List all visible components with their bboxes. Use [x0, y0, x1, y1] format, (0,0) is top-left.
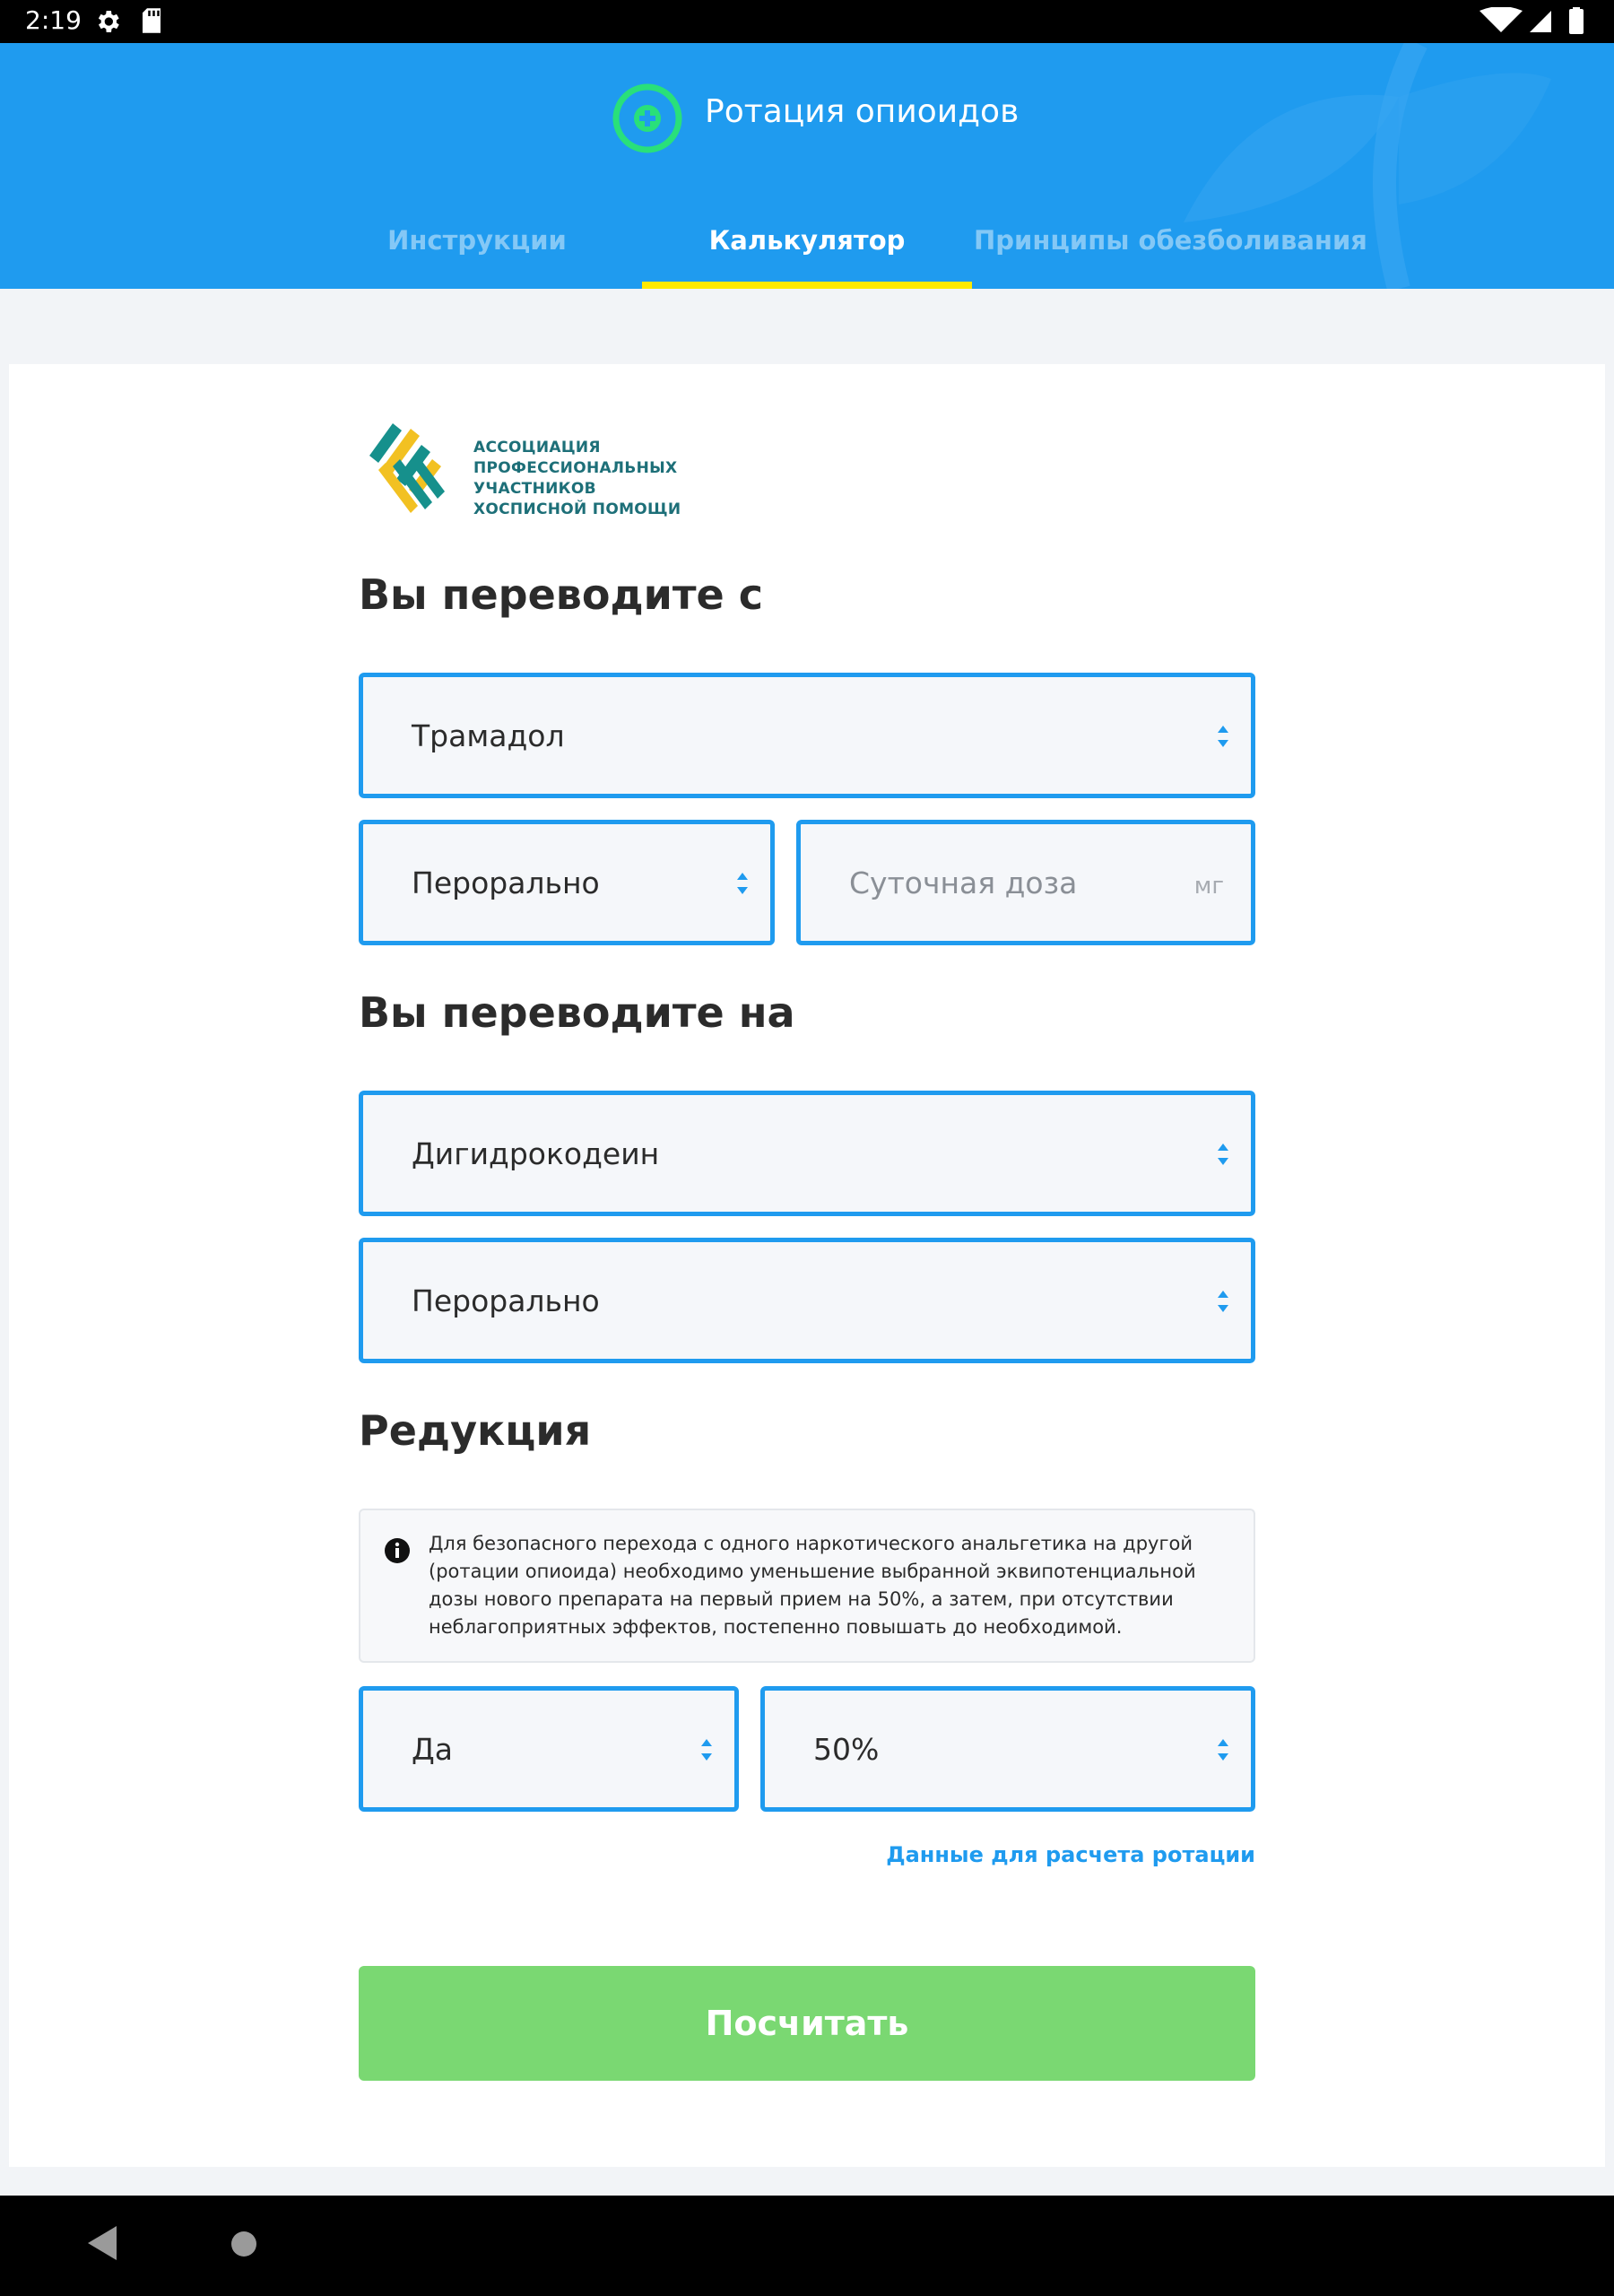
- reduction-section-title: Редукция: [359, 1406, 592, 1455]
- association-name: АССОЦИАЦИЯ ПРОФЕССИОНАЛЬНЫХ УЧАСТНИКОВ ХОСПИСНОЙ ПОМОЩИ: [473, 439, 681, 518]
- tab-principles[interactable]: Принципы обезболивания: [974, 225, 1367, 256]
- gear-icon: [93, 7, 122, 36]
- reduction-percent-value: 50%: [813, 1732, 880, 1767]
- app-title: Ротация опиоидов: [705, 93, 1020, 130]
- status-bar: [0, 0, 1614, 43]
- reduction-enabled-value: Да: [412, 1732, 454, 1767]
- tab-calculator[interactable]: Калькулятор: [708, 225, 906, 256]
- to-drug-select[interactable]: [359, 1091, 1255, 1216]
- status-indicators: [1467, 7, 1592, 36]
- reduction-percent-select[interactable]: [760, 1686, 1255, 1812]
- select-arrows-icon: [699, 1734, 715, 1766]
- to-route-value: Перорально: [412, 1283, 600, 1318]
- calculate-button[interactable]: Посчитать: [359, 1966, 1255, 2081]
- dose-unit: мг: [1193, 873, 1224, 900]
- app-header: [0, 43, 1614, 289]
- to-route-select[interactable]: [359, 1238, 1255, 1363]
- from-drug-value: Трамадол: [412, 718, 565, 753]
- from-route-value: Перорально: [412, 865, 600, 900]
- from-section-title: Вы переводите с: [359, 570, 764, 619]
- cell-signal-icon: [1530, 11, 1551, 32]
- reduction-info-box: [359, 1509, 1255, 1663]
- status-time: 2:19: [25, 5, 82, 35]
- home-icon[interactable]: [230, 2230, 258, 2258]
- info-icon: [384, 1537, 411, 1564]
- select-arrows-icon: [1215, 1285, 1231, 1318]
- to-drug-value: Дигидрокодеин: [412, 1136, 660, 1171]
- rotation-data-link[interactable]: Данные для расчета ротации: [886, 1842, 1255, 1867]
- daily-dose-input[interactable]: [796, 820, 1255, 945]
- battery-icon: [1569, 9, 1584, 34]
- active-tab-indicator: [642, 282, 972, 289]
- reduction-enabled-select[interactable]: [359, 1686, 739, 1812]
- navigation-bar: [0, 2196, 1614, 2296]
- plus-circle-icon: [612, 83, 683, 154]
- to-section-title: Вы переводите на: [359, 988, 795, 1037]
- tab-bar: [0, 204, 1614, 289]
- association-logo-icon: [366, 416, 447, 524]
- back-icon[interactable]: [84, 2222, 120, 2264]
- from-drug-select[interactable]: [359, 673, 1255, 798]
- sd-card-icon: [140, 7, 163, 34]
- tab-instructions[interactable]: Инструкции: [387, 225, 567, 256]
- reduction-info-text: Для безопасного перехода с одного наркотического анальгетика на другой (ротации опиоида) необходимо уменьшение выбранной эквипотенциальной дозы нового препарата на первый прием на 50%, а затем, при отсутствии неблагоприятных эффектов, постепенно повышать до необходимой.: [429, 1533, 1196, 1638]
- select-arrows-icon: [1215, 1734, 1231, 1766]
- select-arrows-icon: [1215, 720, 1231, 752]
- from-route-select[interactable]: [359, 820, 775, 945]
- select-arrows-icon: [734, 867, 751, 900]
- select-arrows-icon: [1215, 1138, 1231, 1170]
- daily-dose-placeholder: Суточная доза: [849, 865, 1078, 900]
- wifi-icon: [1480, 7, 1523, 32]
